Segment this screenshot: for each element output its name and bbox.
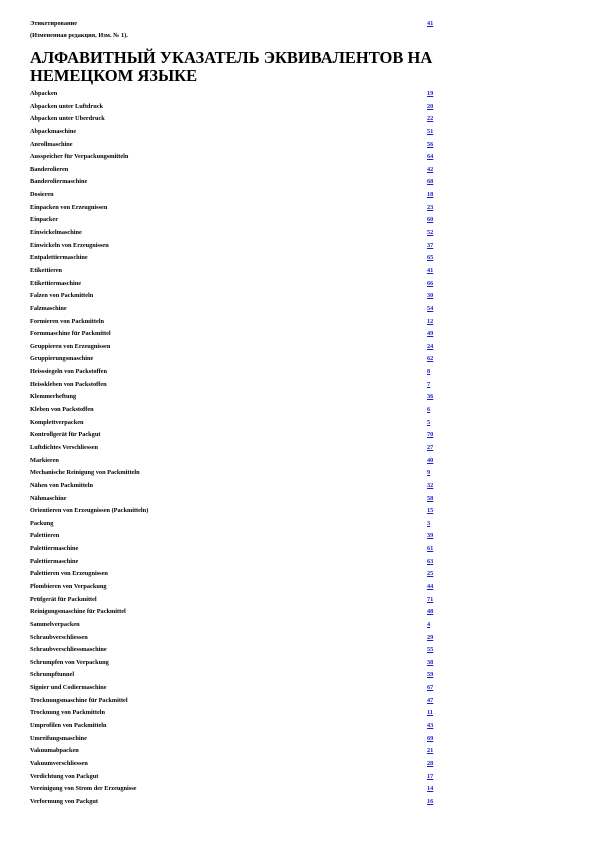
index-term: Palettieren von Erzeugnissen: [30, 570, 108, 578]
index-row: [30, 518, 460, 531]
page-number-link[interactable]: 43: [427, 722, 434, 730]
index-row: [30, 189, 460, 202]
index-row: [30, 151, 460, 164]
index-term: Anrollmaschine: [30, 140, 73, 148]
index-term: Komplettverpacken: [30, 418, 84, 426]
index-row: [30, 404, 460, 417]
index-term: Heisssiegeln von Packstoffen: [30, 368, 107, 376]
index-row: [30, 745, 460, 758]
index-row: [30, 101, 460, 114]
page-number-link[interactable]: 44: [427, 582, 434, 590]
index-row: [30, 227, 460, 240]
page-number-link[interactable]: 47: [427, 696, 434, 704]
index-row: [30, 771, 460, 784]
index-row: [30, 379, 460, 392]
index-row: [30, 341, 460, 354]
page-number-link[interactable]: 51: [427, 127, 434, 135]
page-number-link[interactable]: 11: [427, 709, 433, 717]
index-row: [30, 202, 460, 215]
index-term: Reinigungsmaschine für Packmittel: [30, 608, 126, 616]
page-number-link[interactable]: 32: [427, 481, 434, 489]
index-term: Verformung von Packgut: [30, 797, 98, 805]
page-number-link[interactable]: 39: [427, 532, 434, 540]
index-row: [30, 417, 460, 430]
page-number-link[interactable]: 66: [427, 279, 434, 287]
index-term: Trocknung von Packmitteln: [30, 709, 105, 717]
page-number-link[interactable]: 7: [427, 380, 431, 388]
index-term: Banderoliermaschine: [30, 178, 88, 186]
page-number-link[interactable]: 42: [427, 165, 434, 173]
page-number-link[interactable]: 69: [427, 734, 434, 742]
index-row: [30, 657, 460, 670]
index-term: Vakuumverschliessen: [30, 759, 88, 767]
index-term: Nähen von Packmitteln: [30, 481, 93, 489]
page-number-link[interactable]: 12: [427, 317, 434, 325]
page-number-link[interactable]: 63: [427, 557, 434, 565]
page-number-link[interactable]: 18: [427, 191, 434, 199]
page-number-link[interactable]: 36: [427, 393, 434, 401]
index-row: [30, 455, 460, 468]
page-number-link[interactable]: 3: [427, 519, 431, 527]
index-row: [30, 252, 460, 265]
index-term: Entpalettiermaschine: [30, 254, 88, 262]
page-number-link[interactable]: 68: [427, 178, 434, 186]
index-term: Palettieren: [30, 532, 60, 540]
index-row: [30, 176, 460, 189]
page-number-link[interactable]: 65: [427, 254, 434, 262]
index-term: Abpacken unter Uberdruck: [30, 115, 105, 123]
page-number-link[interactable]: 19: [427, 90, 434, 97]
header-block: [30, 18, 450, 85]
index-term: Schrumpftunnel: [30, 671, 75, 679]
index-row: [30, 88, 460, 101]
index-row: [30, 328, 460, 341]
page-number-link[interactable]: 70: [427, 431, 434, 439]
index-term: Umprofilen von Packmitteln: [30, 722, 107, 730]
index-row: [30, 568, 460, 581]
index-row: [30, 391, 460, 404]
page-number-link[interactable]: 56: [427, 140, 434, 148]
page-number-link[interactable]: 54: [427, 304, 434, 312]
page-number-link[interactable]: 21: [427, 747, 434, 755]
page-number-link[interactable]: 25: [427, 570, 434, 578]
index-row: [30, 113, 460, 126]
index-term: Signier und Codiermaschine: [30, 684, 107, 692]
index-row: [30, 493, 460, 506]
index-term: Etikettieren: [30, 266, 63, 274]
page-number-link[interactable]: 30: [427, 292, 434, 300]
page-number-link[interactable]: 17: [427, 772, 434, 780]
index-row: [30, 442, 460, 455]
index-row: [30, 695, 460, 708]
index-term: Etikettiermaschine: [30, 279, 82, 287]
index-row: [30, 467, 460, 480]
page-number-link[interactable]: 14: [427, 785, 434, 793]
index-term: Dosieren: [30, 191, 54, 199]
index-term: Packung: [30, 519, 54, 527]
index-term: Plombieren von Verpackung: [30, 582, 107, 590]
page-number-link[interactable]: 55: [427, 646, 434, 654]
index-term: Markieren: [30, 456, 59, 464]
index-term: Banderolieren: [30, 165, 69, 173]
page-number-link[interactable]: 48: [427, 608, 434, 616]
page-number-link[interactable]: 40: [427, 456, 434, 464]
page-number-link[interactable]: 28: [427, 759, 434, 767]
index-term: Heisskleben von Packstoffen: [30, 380, 107, 388]
index-term: Mechanische Reinigung von Packmitteln: [30, 469, 140, 477]
page-number-link[interactable]: 27: [427, 443, 434, 451]
top-entry-row: [30, 18, 450, 31]
page-number-link[interactable]: 22: [427, 115, 434, 123]
index-term: Trocknungsmaschine für Packmittel: [30, 696, 128, 704]
index-row: [30, 606, 460, 619]
index-row: [30, 265, 460, 278]
index-row: [30, 214, 460, 227]
index-row: [30, 139, 460, 152]
index-row: [30, 240, 460, 253]
index-row: [30, 505, 460, 518]
index-term: Abpacken: [30, 90, 58, 97]
index-term: Palettiermaschine: [30, 557, 79, 565]
index-term: Einpacken von Erzeugnissen: [30, 203, 108, 211]
index-row: [30, 290, 460, 303]
index-row: [30, 480, 460, 493]
index-row: [30, 366, 460, 379]
page-number-link[interactable]: 8: [427, 368, 431, 376]
page-number-link[interactable]: 58: [427, 494, 434, 502]
page-number-link[interactable]: 29: [427, 633, 434, 641]
index-row: [30, 796, 460, 809]
page-number-link[interactable]: 6: [427, 406, 431, 414]
page-number-link[interactable]: 67: [427, 684, 434, 692]
index-term: Formmaschine für Packmittel: [30, 330, 111, 338]
index-term: Gruppierungsmaschine: [30, 355, 94, 363]
index-row: [30, 644, 460, 657]
page-number-link[interactable]: 9: [427, 469, 431, 477]
index-row: [30, 594, 460, 607]
index-row: [30, 429, 460, 442]
page-number-link[interactable]: 52: [427, 229, 434, 237]
index-list: [30, 88, 460, 809]
page-number-link[interactable]: 49: [427, 330, 434, 338]
index-heading: АЛФАВИТНЫЙ УКАЗАТЕЛЬ ЭКВИВАЛЕНТОВ НА НЕМЕЦКОМ ЯЗЫКЕ: [30, 47, 433, 85]
index-term: Schrumpfen von Verpackung: [30, 658, 109, 666]
index-term: Этикетирование: [30, 20, 78, 27]
index-row: [30, 707, 460, 720]
index-term: Luftdichtes Verschliessen: [30, 443, 99, 451]
page-number-link[interactable]: 4: [427, 620, 431, 628]
index-row: [30, 758, 460, 771]
index-term: Schraubverschliessen: [30, 633, 88, 641]
page-number-link[interactable]: 41: [427, 266, 434, 274]
index-row: [30, 316, 460, 329]
index-row: [30, 733, 460, 746]
amendment-note: (Измененная редакция, Изм. № 1).: [30, 31, 128, 39]
index-row: [30, 543, 460, 556]
index-term: Klemmerheftung: [30, 393, 77, 401]
page-number-link[interactable]: 59: [427, 671, 434, 679]
index-term: Abpacken unter Luftdruck: [30, 102, 104, 110]
index-term: Einwickelmaschine: [30, 229, 82, 237]
index-row: [30, 581, 460, 594]
index-row: [30, 682, 460, 695]
page-number-link[interactable]: 24: [427, 342, 434, 350]
index-term: Kontrollgerät für Packgut: [30, 431, 101, 439]
index-term: Umreifungsmaschine: [30, 734, 87, 742]
page-number-link[interactable]: 23: [427, 203, 434, 211]
index-term: Formieren von Packmitteln: [30, 317, 105, 325]
index-row: [30, 619, 460, 632]
index-row: [30, 164, 460, 177]
page-number-link[interactable]: 64: [427, 153, 434, 161]
index-term: Gruppieren von Erzeugnissen: [30, 342, 111, 350]
index-row: [30, 353, 460, 366]
index-term: Falzen von Packmitteln: [30, 292, 94, 300]
page-number-link[interactable]: 60: [427, 216, 434, 224]
index-row: [30, 278, 460, 291]
index-term: Falzmaschine: [30, 304, 67, 312]
page-number-link[interactable]: 38: [427, 658, 434, 666]
index-row: [30, 632, 460, 645]
index-term: Einwickeln von Erzeugnissen: [30, 241, 109, 249]
index-term: Schraubverschliessmaschine: [30, 646, 107, 654]
index-term: Vakuumabpacken: [30, 747, 79, 755]
page-number-link[interactable]: 62: [427, 355, 434, 363]
index-row: [30, 530, 460, 543]
page-number-link[interactable]: 16: [427, 797, 434, 805]
index-row: [30, 669, 460, 682]
index-term: Nähmaschine: [30, 494, 67, 502]
page-number-link[interactable]: 20: [427, 102, 434, 110]
index-row: [30, 556, 460, 569]
index-term: Abpackmaschine: [30, 127, 77, 135]
index-term: Verdichtung von Packgut: [30, 772, 99, 780]
index-term: Kleben von Packstoffen: [30, 406, 94, 414]
page-number-link[interactable]: 15: [427, 507, 434, 515]
index-term: Orientieren von Erzeugnissen (Packmitteln): [30, 507, 149, 515]
page-number-link[interactable]: 61: [427, 545, 434, 553]
page-number-link[interactable]: 5: [427, 418, 431, 426]
index-row: [30, 720, 460, 733]
index-term: Sammelverpacken: [30, 620, 80, 628]
page-number-link[interactable]: 37: [427, 241, 434, 249]
index-term: Ausspeicher für Verpackungsmitteln: [30, 153, 129, 161]
page-number-link[interactable]: 71: [427, 595, 434, 603]
index-row: [30, 783, 460, 796]
index-row: [30, 303, 460, 316]
index-row: [30, 126, 460, 139]
index-term: Prüfgerät für Packmittel: [30, 595, 97, 603]
index-term: Palettiermaschine: [30, 545, 79, 553]
index-term: Einpacker: [30, 216, 58, 224]
index-term: Vereinigung von Strom der Erzeugnisse: [30, 785, 137, 793]
page-number-link[interactable]: 41: [427, 20, 434, 27]
